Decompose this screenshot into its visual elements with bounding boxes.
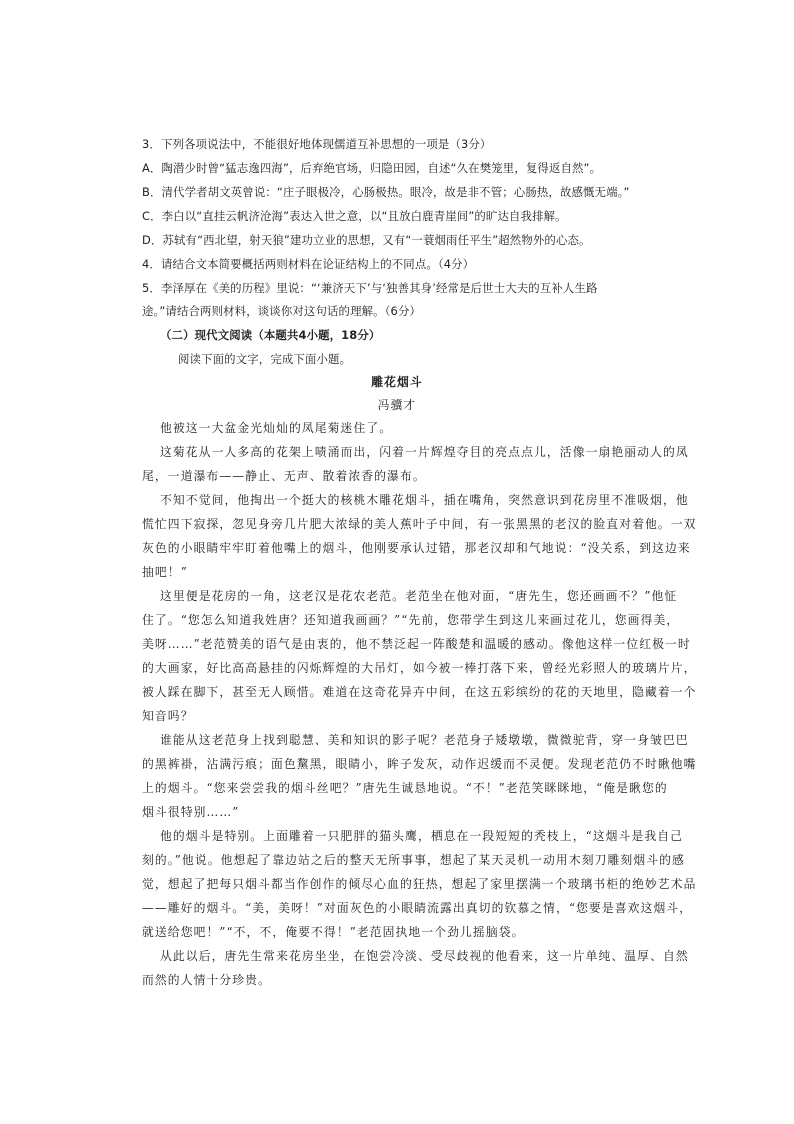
question-3: 3．下列各项说法中，不能很好地体现儒道互补思想的一项是（3分） — [142, 137, 492, 151]
story-line: 不知不觉间，他掏出一个挺大的核桃木雕花烟斗，插在嘴角，突然意识到花房里不准吸烟，他 — [160, 493, 689, 507]
question-3-option-c: C．李白以“直挂云帆济沧海”表达入世之意，以“且放白鹿青崖间”的旷达自我排解。 — [142, 209, 567, 223]
story-line: ——雕好的烟斗。“美，美呀！”对面灰色的小眼睛流露出真切的钦慕之情，“您要是喜欢这烟斗， — [142, 901, 693, 915]
question-3-option-b: B．清代学者胡文英曾说：“庄子眼极冷，心肠极热。眼冷，故是非不管；心肠热，故感慨无端。” — [142, 185, 630, 199]
story-title: 雕花烟斗 — [371, 375, 423, 389]
question-5-line-2: 途。”请结合两则材料，谈谈你对这句话的理解。（6分） — [142, 304, 422, 318]
reading-instruction: 阅读下面的文字，完成下面小题。 — [178, 352, 352, 366]
story-line: 刻的。”他说。他想起了靠边站之后的整天无所事事，想起了某天灵机一动用木刻刀雕刻烟斗的感 — [142, 853, 685, 867]
section-heading: （二）现代文阅读（本题共4小题，18分） — [160, 328, 381, 342]
story-line: 而然的人情十分珍贵。 — [142, 973, 271, 987]
story-line: 抽吧！” — [142, 565, 188, 579]
story-line: 烟斗很特别……” — [142, 805, 240, 819]
story-line: 美呀……”老范赞美的语气是由衷的，他不禁泛起一阵酸楚和温暖的感动。像他这样一位红极一时 — [142, 637, 691, 651]
question-3-option-d: D．苏轼有“西北望，射天狼”建功立业的思想，又有“一蓑烟雨任平生”超然物外的心态。 — [142, 233, 591, 247]
story-line: 这菊花从一人多高的花架上啧涌而出，闪着一片辉煌夺目的亮点点儿，活像一扇艳丽动人的凤 — [160, 445, 689, 459]
story-line: 就送给您吧！”“不，不，俺要不得！”老范固执地一个劲儿摇脑袋。 — [142, 925, 525, 939]
story-line: 他的烟斗是特别。上面雕着一只肥胖的猫头鹰，栖息在一段短短的秃枝上，“这烟斗是我自己 — [160, 829, 684, 843]
question-5-line-1: 5．李泽厚在《美的历程》里说：“‘兼济天下’与‘独善其身’经常是后世士大夫的互补人生路 — [142, 281, 598, 295]
story-line: 从此以后，唐先生常来花房坐坐，在饱尝冷淡、受尽歧视的他看来，这一片单纯、温厚、自然 — [160, 949, 689, 963]
story-line: 的黑裤褂，沾满污痕；面色黧黑，眼睛小，眸子发灰，动作迟缓而不灵便。发现老范仍不时瞅他嘴 — [142, 757, 697, 771]
story-line: 知音吗？ — [142, 709, 194, 723]
story-line: 的大画家，好比高高悬挂的闪烁辉煌的大吊灯，如今被一棒打落下来，曾经光彩照人的玻璃片片， — [142, 661, 697, 675]
story-line: 住了。“您怎么知道我姓唐？还知道我画画？”“先前，您带学生到这儿来画过花儿，您画得美， — [142, 613, 680, 627]
story-line: 尾，一道瀑布——静止、无声、散着浓香的瀑布。 — [142, 469, 426, 483]
story-line: 谁能从这老范身上找到聪慧、美和知识的影子呢？老范身子矮墩墩，微微驼背，穿一身皱巴巴 — [160, 733, 689, 747]
story-line: 慌忙四下寂探，忽见身旁几片肥大浓绿的美人蕉叶子中间，有一张黑黑的老汉的脸直对着他。一双 — [142, 517, 697, 531]
story-line: 被人踩在脚下，甚至无人顾惜。难道在这奇花异卉中间，在这五彩缤纷的花的天地里，隐藏着一个 — [142, 685, 697, 699]
story-line: 上的烟斗。“您来尝尝我的烟斗丝吧？”唐先生诚恳地说。“不！”老范笑眯眯地，“俺是瞅您的 — [142, 781, 668, 795]
story-line: 觉，想起了把每只烟斗都当作创作的倾尽心血的狂热，想起了家里摆满一个玻璃书柜的绝妙艺术品 — [142, 877, 697, 891]
question-4: 4．请结合文本简要概括两则材料在论证结构上的不同点。（4分） — [142, 257, 475, 271]
story-author: 冯骥才 — [377, 398, 417, 412]
story-line: 灰色的小眼睛牢牢盯着他嘴上的烟斗，他刚要承认过错，那老汉却和气地说：“没关系，到这边来 — [142, 541, 691, 555]
question-3-option-a: A．陶潜少时曾“猛志逸四海”，后弃绝官场，归隐田园，自述“久在樊笼里，复得返自然”。 — [142, 161, 602, 175]
story-line: 这里便是花房的一角，这老汉是花农老范。老范坐在他对面，“唐先生，您还画画不？”他怔 — [160, 589, 678, 603]
story-line: 他被这一大盆金光灿灿的凤尾菊迷住了。 — [160, 421, 393, 435]
